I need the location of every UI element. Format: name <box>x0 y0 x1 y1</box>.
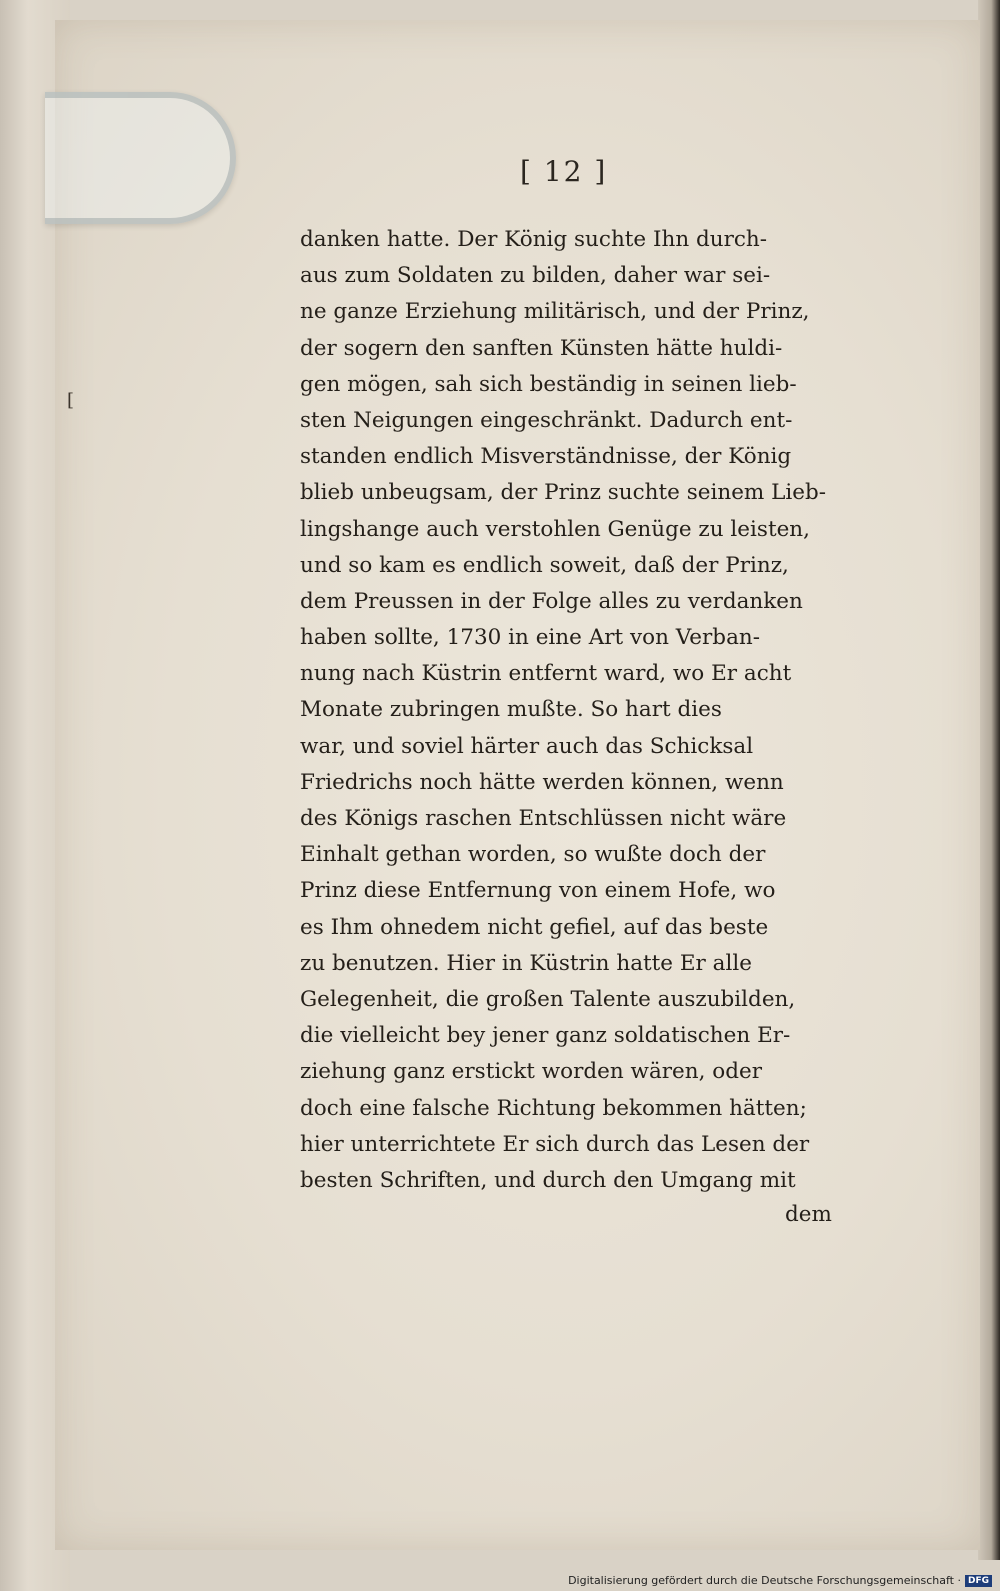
text-line: hier unterrichtete Er sich durch das Lesen der <box>300 1131 810 1157</box>
body-text <box>300 222 855 1199</box>
text-line: Monate zubringen mußte. So hart dies <box>300 697 722 723</box>
text-line: aus zum Soldaten zu bilden, daher war sei- <box>300 263 771 289</box>
text-line: Einhalt gethan worden, so wußte doch der <box>300 842 766 868</box>
digitization-footer <box>568 1574 992 1587</box>
text-line: ne ganze Erziehung militärisch, und der Prinz, <box>300 299 810 325</box>
text-line: ziehung ganz erstickt worden wären, oder <box>300 1059 762 1085</box>
catchword: dem <box>785 1202 832 1227</box>
text-line: Gelegenheit, die großen Talente auszubilden, <box>300 986 796 1012</box>
text-line: war, und soviel härter auch das Schicksal <box>300 733 754 759</box>
right-page-edge <box>978 0 1000 1560</box>
text-line: der sogern den sanften Künsten hätte huldi- <box>300 335 783 361</box>
text-line: es Ihm ohnedem nicht gefiel, auf das beste <box>300 914 769 940</box>
text-line: sten Neigungen eingeschränkt. Dadurch ent- <box>300 407 793 433</box>
footer-text: Digitalisierung gefördert durch die Deutsche Forschungsgemeinschaft · <box>568 1574 961 1587</box>
text-line: nung nach Küstrin entfernt ward, wo Er acht <box>300 661 792 687</box>
dfg-logo-icon: DFG <box>965 1575 992 1587</box>
paperclip-icon <box>45 92 236 224</box>
text-line: danken hatte. Der König suchte Ihn durch- <box>300 227 768 252</box>
page-number: [ 12 ] <box>520 155 608 188</box>
text-line: die vielleicht bey jener ganz soldatischen Er- <box>300 1023 791 1049</box>
margin-mark: [ <box>67 390 75 411</box>
text-line: blieb unbeugsam, der Prinz suchte seinem Lieb- <box>300 480 827 506</box>
text-line: zu benutzen. Hier in Küstrin hatte Er alle <box>300 950 752 976</box>
text-line: besten Schriften, und durch den Umgang mit <box>300 1167 796 1193</box>
text-line: des Königs raschen Entschlüssen nicht wäre <box>300 806 787 831</box>
text-line: gen mögen, sah sich beständig in seinen lieb- <box>300 371 797 397</box>
text-line: doch eine falsche Richtung bekommen hätten; <box>300 1095 807 1121</box>
text-line: Prinz diese Entfernung von einem Hofe, wo <box>300 878 776 904</box>
text-line: standen endlich Misverständnisse, der König <box>300 444 792 470</box>
text-line: haben sollte, 1730 in eine Art von Verban- <box>300 625 761 651</box>
text-line: Friedrichs noch hätte werden können, wenn <box>300 769 784 795</box>
text-line: und so kam es endlich soweit, daß der Prinz, <box>300 552 789 578</box>
text-line: lingshange auch verstohlen Genüge zu leisten, <box>300 516 810 542</box>
text-line: dem Preussen in der Folge alles zu verdanken <box>300 588 803 614</box>
